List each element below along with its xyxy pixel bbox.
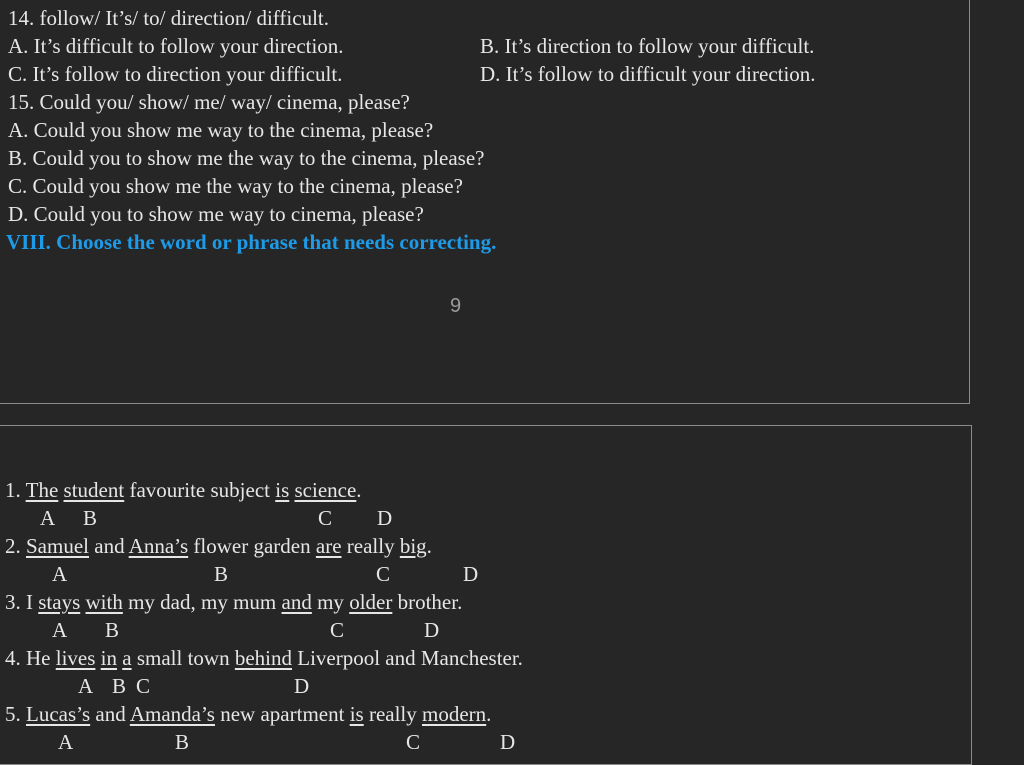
letter-c: C: [330, 618, 345, 642]
question-14: 14. follow/ It’s/ to/ direction/ difficult.: [8, 6, 329, 30]
underlined-d: behind: [234, 646, 292, 670]
letter-d: D: [500, 730, 516, 754]
question-15-option-d: D. Could you to show me way to cinema, please?: [8, 202, 424, 226]
letter-a: A: [52, 618, 68, 642]
question-15: 15. Could you/ show/ me/ way/ cinema, please?: [8, 90, 410, 114]
underlined-d: older: [349, 590, 393, 614]
error-item-1: 1. The student favourite subject is science.: [5, 478, 362, 502]
letter-d: D: [377, 506, 393, 530]
underlined-b: Anna’s: [128, 534, 189, 558]
error-item-4: 4. He lives in a small town behind Liverpool and Manchester.: [5, 646, 523, 670]
letter-c: C: [376, 562, 391, 586]
underlined-d: science: [294, 478, 357, 502]
underlined-d: big: [399, 534, 427, 558]
letter-a: A: [40, 506, 56, 530]
underlined-a: lives: [55, 646, 96, 670]
letter-b: B: [214, 562, 229, 586]
underlined-b: with: [85, 590, 123, 614]
letter-c: C: [136, 674, 151, 698]
underlined-c: are: [315, 534, 342, 558]
letter-a: A: [58, 730, 74, 754]
underlined-b: Amanda’s: [129, 702, 215, 726]
question-15-option-a: A. Could you show me way to the cinema, please?: [8, 118, 434, 142]
underlined-a: Samuel: [26, 534, 89, 558]
underlined-b: student: [63, 478, 125, 502]
section-heading: VIII. Choose the word or phrase that needs correcting.: [6, 230, 497, 254]
letter-d: D: [294, 674, 310, 698]
question-15-option-b: B. Could you to show me the way to the cinema, please?: [8, 146, 485, 170]
question-14-option-d: D. It’s follow to difficult your direction.: [480, 62, 816, 86]
error-item-2: 2. Samuel and Anna’s flower garden are really big.: [5, 534, 432, 558]
question-14-option-c: C. It’s follow to direction your difficult.: [8, 62, 343, 86]
error-item-5: 5. Lucas’s and Amanda’s new apartment is really modern.: [5, 702, 492, 726]
letter-a: A: [78, 674, 94, 698]
underlined-c: is: [349, 702, 364, 726]
letter-b: B: [105, 618, 120, 642]
underlined-c: and: [281, 590, 312, 614]
letter-b: B: [175, 730, 190, 754]
underlined-b: in: [100, 646, 118, 670]
underlined-a: stays: [38, 590, 81, 614]
question-15-option-c: C. Could you show me the way to the cinema, please?: [8, 174, 463, 198]
letter-a: A: [52, 562, 68, 586]
underlined-c: is: [275, 478, 290, 502]
letter-c: C: [318, 506, 333, 530]
letter-b: B: [83, 506, 98, 530]
question-14-option-b: B. It’s direction to follow your difficult.: [480, 34, 815, 58]
question-14-option-a: A. It’s difficult to follow your direction.: [8, 34, 344, 58]
underlined-c: a: [122, 646, 132, 670]
error-item-3: 3. I stays with my dad, my mum and my older brother.: [5, 590, 463, 614]
underlined-a: The: [25, 478, 59, 502]
page-number: 9: [450, 295, 462, 317]
letter-b: B: [112, 674, 127, 698]
item-number: 1.: [5, 478, 26, 502]
underlined-a: Lucas’s: [26, 702, 91, 726]
letter-d: D: [463, 562, 479, 586]
underlined-d: modern: [422, 702, 487, 726]
letter-c: C: [406, 730, 421, 754]
letter-d: D: [424, 618, 440, 642]
